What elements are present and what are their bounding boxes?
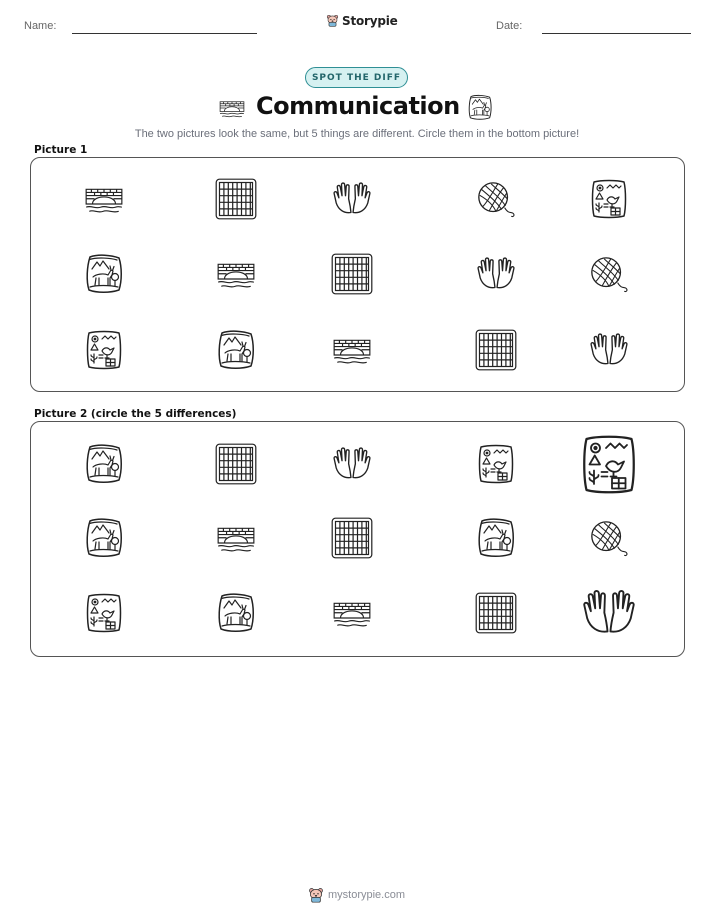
hands-icon [331,181,373,217]
grid-tablet-icon [214,177,258,221]
yarn-icon [588,255,630,293]
bridge-icon [215,522,257,554]
brand-name: Storypie [342,13,398,28]
grid-tablet-icon [330,516,374,560]
yarn-icon [475,180,517,218]
hieroglyph-tablet-icon [84,592,124,634]
name-line[interactable] [72,33,257,34]
stone-tablet-icon [467,94,493,121]
stone-bridge-icon [218,97,246,119]
date-label: Date: [496,20,523,32]
yarn-icon [588,519,630,557]
picture-1-label: Picture 1 [34,144,88,156]
hieroglyph-tablet-icon [84,329,124,371]
hieroglyph-tablet-icon [579,433,639,496]
date-line[interactable] [542,33,691,34]
footer [308,886,405,904]
bridge-icon [331,597,373,629]
rock-carving-icon [216,329,256,371]
name-label: Name: [24,20,57,32]
picture-2-label: Picture 2 (circle the 5 differences) [34,408,237,420]
hieroglyph-tablet-icon [589,178,629,220]
storypie-bear-footer-icon [308,886,324,904]
hands-icon [331,446,373,482]
hands-icon [475,256,517,292]
bridge-icon [331,334,373,366]
rock-carving-icon [84,517,124,559]
hieroglyph-tablet-icon [476,443,516,485]
brand-logo [326,13,398,28]
rock-carving-icon [476,517,516,559]
hands-icon [580,588,638,637]
page-title: Communication [256,92,460,120]
bridge-icon [215,258,257,290]
hands-icon [588,332,630,368]
grid-tablet-icon [330,252,374,296]
rock-carving-icon [216,592,256,634]
storypie-bear-logo-icon [326,13,339,28]
grid-tablet-icon [214,442,258,486]
bridge-icon [83,183,125,215]
footer-url[interactable]: mystorypie.com [328,889,406,901]
rock-carving-icon [84,443,124,485]
grid-tablet-icon [474,591,518,635]
spot-the-diff-badge: SPOT THE DIFF [305,67,408,88]
instructions-text: The two pictures look the same, but 5 things are different. Circle them in the bottom picture! [134,128,580,140]
rock-carving-icon [84,253,124,295]
grid-tablet-icon [474,328,518,372]
